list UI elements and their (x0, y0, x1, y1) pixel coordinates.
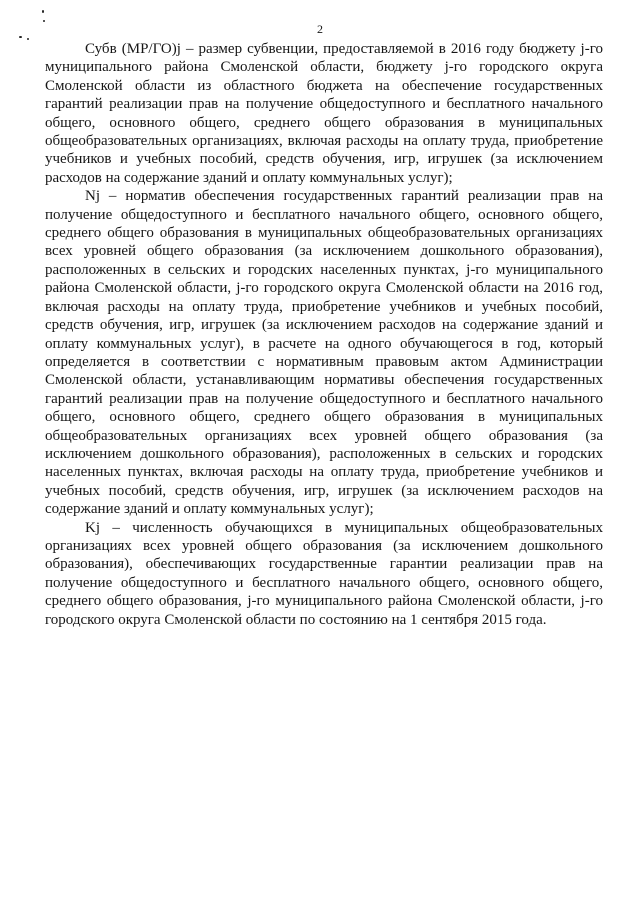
paragraph-student-count-definition: Kj – численность обучающихся в муниципальных общеобразовательных организациях всех уровней общего образования (за исключением дошкольного образования), обеспечивающих государственные гарантии реализации прав на получение общедоступного и бесплатного начального общего, основного общего, среднего общего образования, j-го муниципального района Смоленской области, j-го городского округа Смоленской области по состоянию на 1 сентября 2015 года. (45, 519, 603, 628)
document-body (45, 40, 603, 629)
page-number: 2 (317, 22, 323, 36)
paragraph-subvention-definition: Субв (МР/ГО)j – размер субвенции, предоставляемой в 2016 году бюджету j-го муниципального района Смоленской области, бюджету j-го городского округа Смоленской области из областного бюджета на обеспечение государственных гарантий реализации прав на получение общедоступного и бесплатного начального общего, основного общего, среднего общего образования в муниципальных общеобразовательных организациях, включая расходы на оплату труда, приобретение учебников и учебных пособий, средств обучения, игр, игрушек (за исключением расходов на содержание зданий и оплату коммунальных услуг); (45, 41, 603, 186)
scan-speck (42, 10, 44, 13)
paragraph-norm-definition: Nj – норматив обеспечения государственных гарантий реализации прав на получение общедоступного и бесплатного начального общего, основного общего, среднего общего образования в муниципальных общеобразовательных организациях всех уровней общего образования (за исключением дошкольного образования), расположенных в сельских и городских населенных пунктах, j-го муниципального района Смоленской области, j-го городского округа Смоленской области на 2016 год, включая расходы на оплату труда, приобретение учебников и учебных пособий, средств обучения, игр, игрушек (за исключением расходов на содержание зданий и оплату коммунальных услуг), в расчете на одного обучающегося в год, который определяется в соответствии с нормативным правовым актом Администрации Смоленской области, устанавливающим нормативы обеспечения государственных гарантий реализации прав на получение общедоступного и бесплатного начального общего, основного общего, среднего общего образования в муниципальных общеобразовательных организациях всех уровней общего образования (за исключением дошкольного образования), расположенных в сельских и городских населенных пунктах, включая расходы на оплату труда, приобретение учебников и учебных пособий, средств обучения, игр, игрушек (за исключением расходов на содержание зданий и оплату коммунальных услуг); (45, 188, 603, 518)
scan-speck (27, 38, 29, 40)
